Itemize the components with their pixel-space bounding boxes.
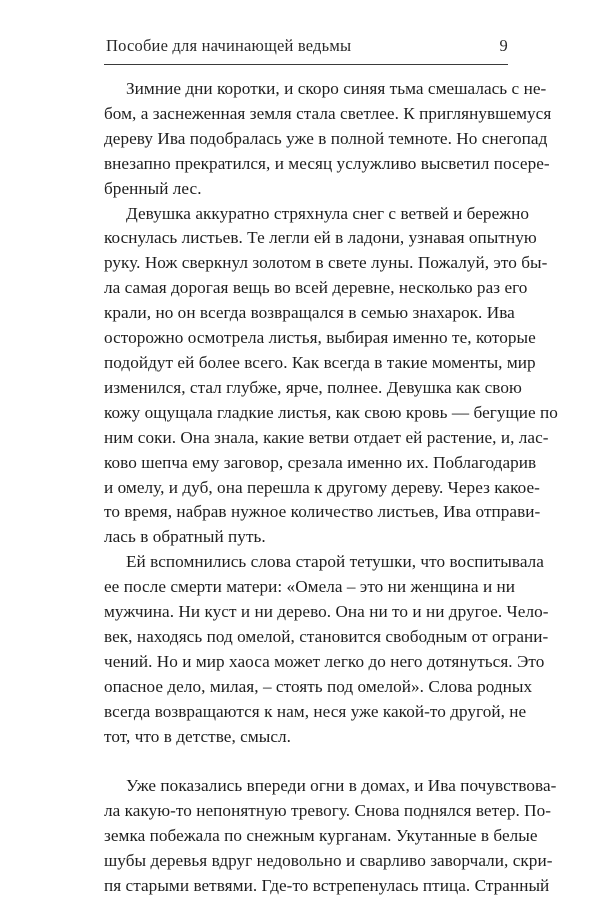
- header-rule: [104, 64, 508, 65]
- paragraph: [104, 550, 549, 749]
- text-line: кожу ощущала гладкие листья, как свою кровь — бегущие по: [104, 402, 558, 422]
- text-line: ее после смерти матери: «Омела – это ни женщина и ни: [104, 577, 516, 597]
- text-line: Ей вспомнились слова старой тетушки, что воспитывала: [126, 552, 544, 572]
- text-line: чений. Но и мир хаоса может легко до него дотянуться. Это: [104, 651, 545, 671]
- text-line: век, находясь под омелой, становится свободным от ограни-: [104, 626, 549, 646]
- text-line: ла самая дорогая вещь во всей деревне, несколько раз его: [104, 278, 528, 298]
- paragraph: [104, 77, 552, 202]
- text-line: шубы деревья вдруг недовольно и сварливо заворчали, скри-: [104, 851, 553, 871]
- text-line: подойдут ей более всего. Как всегда в такие моменты, мир: [104, 352, 536, 372]
- text-line: руку. Нож сверкнул золотом в свете луны. Пожалуй, это бы-: [104, 253, 548, 273]
- body-text: [104, 77, 558, 899]
- page-number: 9: [499, 36, 508, 55]
- text-line: Девушка аккуратно стряхнула снег с ветвей и бережно: [126, 203, 530, 223]
- text-line: бренный лес.: [104, 178, 202, 198]
- text-line: внезапно прекратился, и месяц услужливо высветил посере-: [104, 153, 550, 173]
- text-line: пя старыми ветвями. Где-то встрепенулась птица. Странный: [104, 876, 550, 896]
- text-line: ним соки. Она знала, какие ветви отдает ей растение, и, лас-: [104, 427, 549, 447]
- section-break: [104, 749, 504, 774]
- book-title: Пособие для начинающей ведьмы: [106, 36, 352, 55]
- text-line: Уже показались впереди огни в домах, и Ива почувствова-: [126, 776, 557, 796]
- text-line: всегда возвращаются к нам, неся уже какой-то другой, не: [104, 701, 527, 721]
- text-line: лась в обратный путь.: [104, 527, 266, 547]
- paragraph: [104, 774, 557, 899]
- text-line: земка побежала по снежным курганам. Укутанные в белые: [104, 826, 538, 846]
- text-line: осторожно осмотрела листья, выбирая именно те, которые: [104, 328, 536, 348]
- text-line: и омелу, и дуб, она перешла к другому дереву. Через какое-: [104, 477, 540, 497]
- text-line: ково шепча ему заговор, срезала именно их. Поблагодарив: [104, 452, 537, 472]
- text-line: то время, набрав нужное количество листьев, Ива отправи-: [104, 502, 541, 522]
- text-line: дереву Ива подобралась уже в полной темноте. Но снегопад: [104, 128, 548, 148]
- text-line: мужчина. Ни куст и ни дерево. Она ни то и ни другое. Чело-: [104, 602, 549, 622]
- text-line: Зимние дни коротки, и скоро синяя тьма смешалась с не-: [126, 79, 547, 98]
- text-line: коснулась листьев. Те легли ей в ладони, узнавая опытную: [104, 228, 537, 248]
- paragraph: [104, 202, 558, 551]
- text-line: изменился, стал глубже, ярче, полнее. Девушка как свою: [104, 377, 522, 397]
- text-line: тот, что в детстве, смысл.: [104, 726, 292, 746]
- text-line: ла какую-то непонятную тревогу. Снова поднялся ветер. По-: [104, 801, 552, 821]
- text-line: опасное дело, милая, – стоять под омелой». Слова родных: [104, 676, 533, 696]
- text-line: крали, но он всегда возвращался в семью знахарок. Ива: [104, 303, 515, 323]
- text-line: бом, а заснеженная земля стала светлее. К приглянувшемуся: [104, 103, 552, 123]
